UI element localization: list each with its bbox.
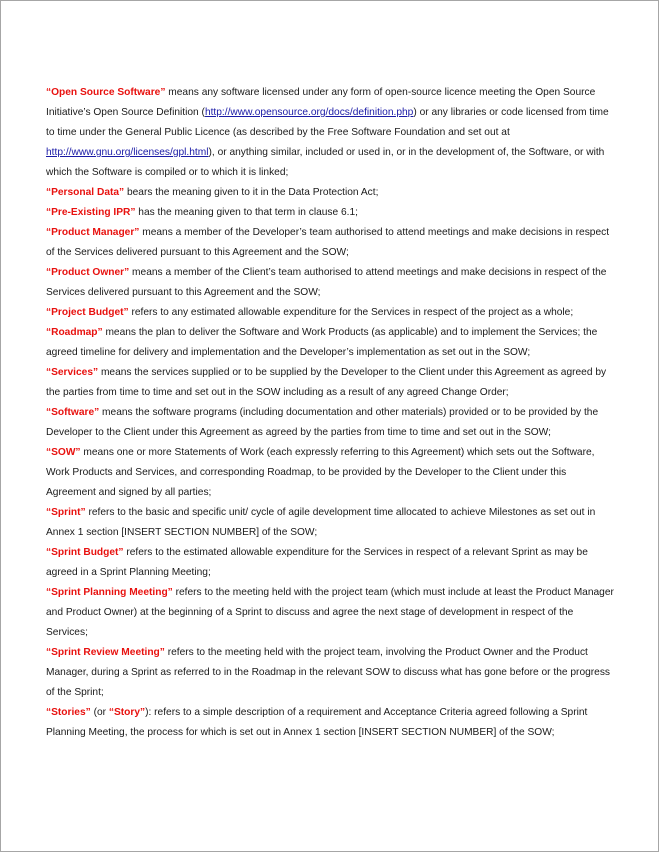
defined-term: “Sprint Budget” [46, 547, 124, 558]
definition-text: means the services supplied or to be supplied by the Developer to the Client under this Agreement as agreed by the parties from time to time and set out in the SOW including as a result of any agreed Change Order; [46, 367, 607, 398]
definition-text: refers to the basic and specific unit/ cycle of agile development time allocated to achieve Milestones as set out in Annex 1 section [INSERT SECTION NUMBER] of the SOW; [46, 507, 596, 538]
opensource-definition-link[interactable]: http://www.opensource.org/docs/definition.php [204, 107, 414, 118]
definition-text: (or [90, 707, 109, 718]
defined-term: “Sprint” [46, 507, 86, 518]
definition-text: ) or any libraries or code licensed from time to time under the General Public Licence (as described by the Free Software Foundation and set out at [46, 107, 609, 138]
defined-term: “Open Source Software” [46, 87, 166, 98]
definition-text: ), or anything similar, included or used in, or in the development of, the Software, or with which the Software is compiled or to which it is linked; [46, 147, 605, 178]
definition-sprint-budget [46, 543, 614, 583]
definition-text: means a member of the Client’s team authorised to attend meetings and make decisions in respect of the Services delivered pursuant to this Agreement and the SOW; [46, 267, 607, 298]
definition-sow [46, 443, 614, 503]
defined-term: “Story” [108, 707, 146, 718]
definition-services [46, 363, 614, 403]
definition-text: refers to the meeting held with the project team, involving the Product Owner and the Product Manager, during a Sprint as referred to in the Roadmap in the relevant SOW to discuss what has gone before or the progress of the Sprint; [46, 647, 611, 698]
definition-text: means the software programs (including documentation and other materials) provided or to be provided by the Developer to the Client under this Agreement as agreed by the parties from time to time and set out in the SOW; [46, 407, 599, 438]
definition-text: means the plan to deliver the Software and Work Products (as applicable) and to implement the Services; the agreed timeline for delivery and implementation and the Developer’s implementation as set out in the SOW; [46, 327, 598, 358]
definition-text: refers to any estimated allowable expenditure for the Services in respect of the project as a whole; [128, 307, 574, 318]
defined-term: “Stories” [46, 707, 91, 718]
definition-text: refers to the meeting held with the project team (which must include at least the Product Manager and Product Owner) at the beginning of a Sprint to discuss and agree the next stage of development in respect of the Services; [46, 587, 614, 638]
defined-term: “Project Budget” [46, 307, 129, 318]
definition-open-source-software [46, 83, 614, 183]
definition-text: means any software licensed under any form of open-source licence meeting the Open Source Initiative’s Open Source Definition ( [46, 87, 596, 118]
defined-term: “Product Manager” [46, 227, 140, 238]
definition-product-manager [46, 223, 614, 263]
definition-text: ): refers to a simple description of a requirement and Acceptance Criteria agreed following a Sprint Planning Meeting, the process for which is set out in Annex 1 section [INSERT SECTION NUMBER] of the SOW; [46, 707, 588, 738]
definition-sprint-review-meeting [46, 643, 614, 703]
definition-text: has the meaning given to that term in clause 6.1; [135, 207, 359, 218]
definition-project-budget [46, 303, 614, 323]
defined-term: “Sprint Planning Meeting” [46, 587, 173, 598]
gpl-licence-link[interactable]: http://www.gnu.org/licenses/gpl.html [46, 147, 209, 158]
definition-roadmap [46, 323, 614, 363]
definition-product-owner [46, 263, 614, 303]
defined-term: “Pre-Existing IPR” [46, 207, 136, 218]
definition-sprint [46, 503, 614, 543]
defined-term: “Roadmap” [46, 327, 103, 338]
defined-term: “Services” [46, 367, 99, 378]
definition-stories [46, 703, 614, 743]
definitions-list [46, 83, 614, 743]
definition-text: means one or more Statements of Work (each expressly referring to this Agreement) which sets out the Software, Work Products and Services, and corresponding Roadmap, to be provided by the Developer to the Client under this Agreement and signed by all parties; [46, 447, 595, 498]
definition-text: bears the meaning given to it in the Data Protection Act; [124, 187, 379, 198]
defined-term: “Personal Data” [46, 187, 125, 198]
definition-software [46, 403, 614, 443]
defined-term: “Product Owner” [46, 267, 130, 278]
defined-term: “Sprint Review Meeting” [46, 647, 165, 658]
definition-pre-existing-ipr [46, 203, 614, 223]
definition-text: means a member of the Developer’s team authorised to attend meetings and make decisions in respect of the Services delivered pursuant to this Agreement and the SOW; [46, 227, 610, 258]
defined-term: “SOW” [46, 447, 81, 458]
defined-term: “Software” [46, 407, 100, 418]
definition-sprint-planning-meeting [46, 583, 614, 643]
definition-text: refers to the estimated allowable expenditure for the Services in respect of a relevant Sprint as may be agreed in a Sprint Planning Meeting; [46, 547, 588, 578]
definition-personal-data [46, 183, 614, 203]
